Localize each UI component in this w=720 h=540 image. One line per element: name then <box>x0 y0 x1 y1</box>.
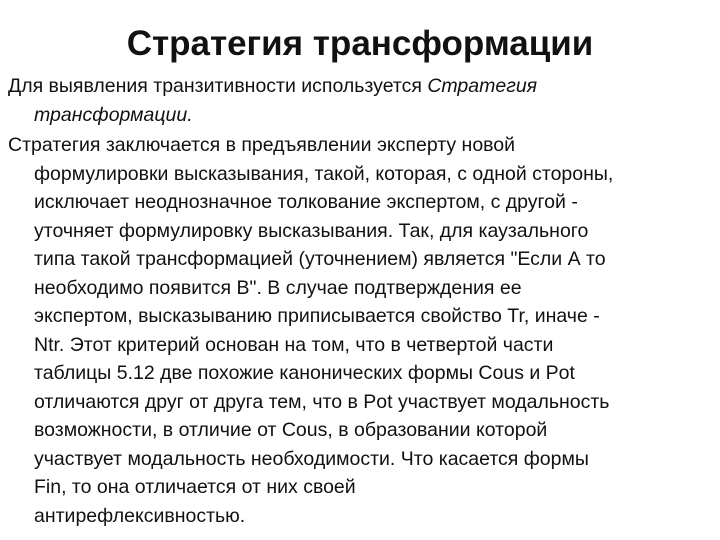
paragraph-line: Стратегия заключается в предъявлении эксперту новой <box>8 134 516 156</box>
paragraph-line: уточняет формулировку высказывания. Так, для каузального <box>34 219 589 242</box>
intro-term-start: Стратегия <box>427 75 538 97</box>
paragraph-line: возможности, в отличие от Cous, в образовании которой <box>34 419 548 441</box>
paragraph-line: исключает неоднозначное толкование экспертом, с другой - <box>34 191 578 213</box>
intro-text: Для выявления транзитивности используется <box>8 75 428 97</box>
paragraph-line: антирефлексивностью. <box>34 504 246 527</box>
paragraph-line: Fin, то она отличается от них своей <box>34 476 356 498</box>
paragraph-line: участвует модальность необходимости. Что касается формы <box>34 447 589 470</box>
slide-title: Стратегия трансформации <box>126 24 594 63</box>
paragraph-line: Ntr. Этот критерий основан на том, что в четвертой части <box>34 333 554 356</box>
paragraph-line: типа такой трансформацией (уточнением) является "Если А то <box>34 248 606 270</box>
intro-paragraph <box>8 72 712 129</box>
paragraph-line: таблицы 5.12 две похожие канонических формы Cous и Pot <box>34 362 575 384</box>
strategy-paragraph <box>8 131 712 530</box>
paragraph-line: отличаются друг от друга тем, что в Pot участвует модальность <box>34 390 610 413</box>
intro-term-end: трансформации. <box>34 103 193 126</box>
paragraph-line: экспертом, высказыванию приписывается свойство Tr, иначе - <box>34 305 600 327</box>
intro-line-1 <box>8 72 712 101</box>
paragraph-line: формулировки высказывания, такой, которая, с одной стороны, <box>34 162 614 185</box>
slide-content <box>8 72 712 532</box>
paragraph-line: необходимо появится В". В случае подтверждения ее <box>34 276 522 299</box>
